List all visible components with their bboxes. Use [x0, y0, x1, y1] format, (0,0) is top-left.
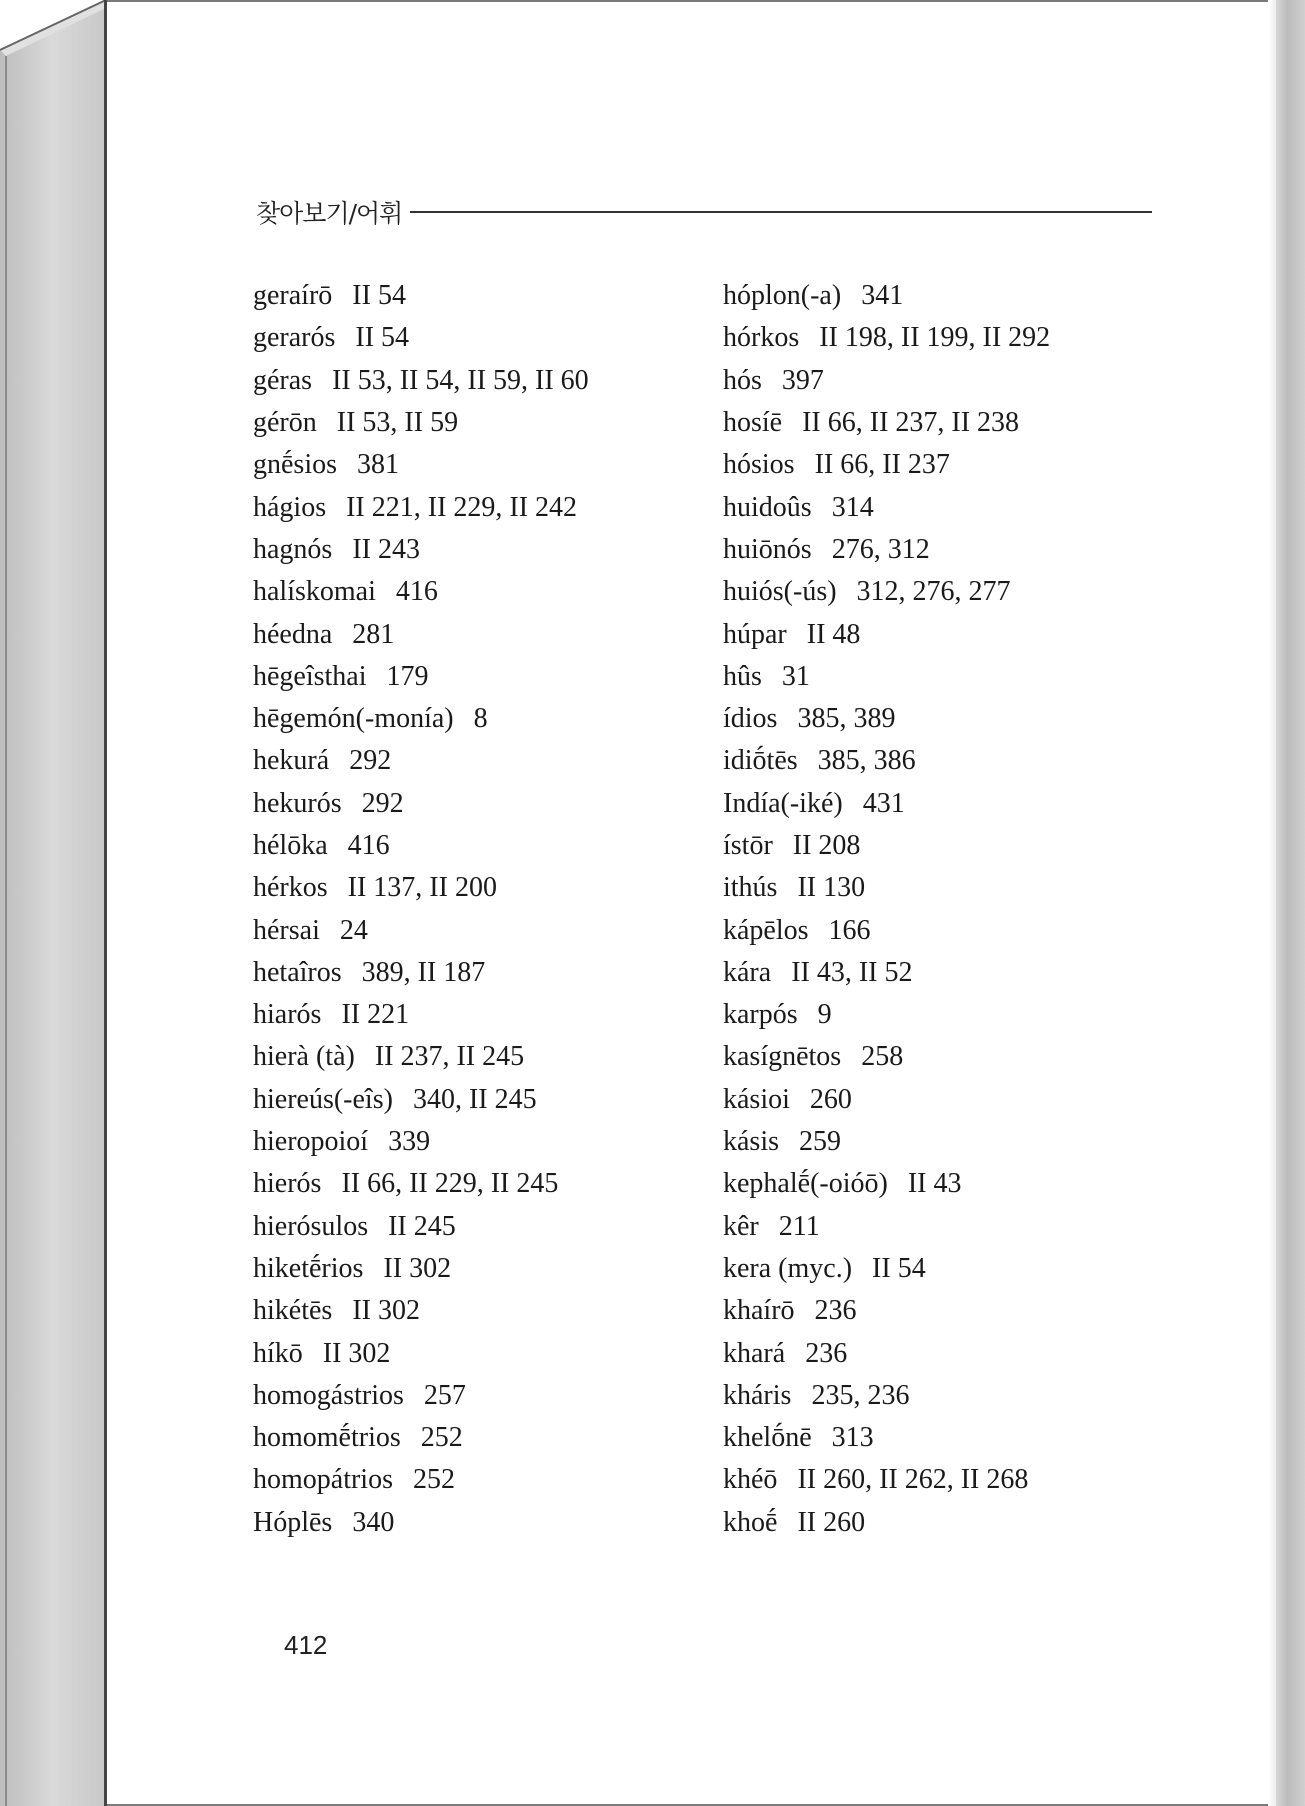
- index-entry: [723, 613, 1163, 655]
- index-term: khelṓnē: [723, 1422, 812, 1454]
- index-term: hágios: [253, 491, 327, 523]
- index-term: ístōr: [723, 830, 773, 861]
- index-page-refs: II 237, II 245: [374, 1041, 525, 1073]
- index-entry: [723, 909, 1163, 951]
- index-page-refs: 385, 386: [817, 745, 916, 777]
- index-term: ithús: [723, 872, 778, 904]
- index-entry: [253, 783, 693, 825]
- index-entry: [253, 1459, 693, 1501]
- index-entry: [723, 444, 1163, 486]
- index-page-refs: 31: [781, 660, 810, 692]
- index-term: hérsai: [253, 914, 320, 946]
- index-term: hēgeîsthai: [253, 660, 367, 692]
- index-page-refs: 314: [831, 491, 874, 523]
- index-entry: [723, 740, 1163, 782]
- index-term: khéō: [723, 1464, 778, 1496]
- index-entry: [723, 1459, 1163, 1501]
- index-page-refs: II 137, II 200: [347, 872, 497, 904]
- index-page-refs: 179: [386, 660, 429, 692]
- index-entry: [253, 1417, 693, 1459]
- index-page-refs: 313: [831, 1422, 874, 1454]
- index-term: hórkos: [723, 322, 800, 354]
- index-entry: [723, 317, 1163, 359]
- index-page-refs: 312, 276, 277: [856, 576, 1011, 608]
- index-entry: [723, 571, 1163, 613]
- index-term: hierósulos: [253, 1210, 369, 1242]
- index-entry: [723, 1206, 1163, 1248]
- index-page-refs: II 66, II 237, II 238: [802, 407, 1020, 439]
- index-page-refs: II 53, II 59: [336, 407, 459, 439]
- index-entry: [253, 275, 693, 317]
- index-page-refs: 8: [473, 703, 488, 735]
- index-term: hikétēs: [253, 1295, 333, 1327]
- index-page-refs: II 53, II 54, II 59, II 60: [332, 364, 589, 396]
- index-entry: [723, 1121, 1163, 1163]
- index-page-refs: II 302: [322, 1337, 391, 1369]
- index-term: ídios: [723, 703, 778, 735]
- book-spine-edge: [0, 0, 110, 1806]
- index-page-refs: 9: [817, 999, 832, 1031]
- index-entry: [253, 1036, 693, 1078]
- index-term: huiós(-ús): [723, 576, 837, 608]
- index-term: kephalḗ(-oióō): [723, 1168, 888, 1200]
- index-page-refs: 292: [361, 787, 404, 819]
- index-term: hierà (tà): [253, 1041, 355, 1073]
- index-entry: [723, 698, 1163, 740]
- index-entry: [253, 825, 693, 867]
- index-term: kára: [723, 956, 772, 988]
- index-page-refs: II 302: [383, 1252, 452, 1284]
- index-term: gérōn: [253, 407, 317, 439]
- index-entry: [723, 952, 1163, 994]
- index-entry: [723, 1248, 1163, 1290]
- index-term: hierós: [253, 1168, 322, 1200]
- index-term: hós: [723, 364, 762, 396]
- index-entry: [253, 1163, 693, 1205]
- index-entry: [723, 1332, 1163, 1374]
- index-entry: [723, 275, 1163, 317]
- index-page-refs: 340, II 245: [412, 1083, 537, 1115]
- index-term: idiṓtēs: [723, 745, 798, 777]
- index-term: homomḗtrios: [253, 1422, 401, 1454]
- index-page-refs: 260: [809, 1083, 852, 1115]
- index-entry: [723, 783, 1163, 825]
- index-term: kháris: [723, 1379, 792, 1411]
- index-term: géras: [253, 364, 313, 396]
- index-term: hekurá: [253, 745, 330, 777]
- index-page-refs: 389, II 187: [361, 956, 486, 988]
- index-entry: [253, 1206, 693, 1248]
- index-entry: [253, 909, 693, 951]
- index-page-refs: 292: [349, 745, 392, 777]
- index-entry: [253, 571, 693, 613]
- index-entry: [253, 529, 693, 571]
- index-entry: [723, 656, 1163, 698]
- index-page-refs: II 245: [388, 1210, 456, 1242]
- index-entry: [253, 740, 693, 782]
- index-page-refs: II 54: [355, 322, 410, 354]
- index-page-refs: 258: [861, 1041, 904, 1073]
- index-page-refs: II 66, II 229, II 245: [341, 1168, 559, 1200]
- index-entry: [723, 402, 1163, 444]
- index-term: gnḗsios: [253, 449, 337, 481]
- index-entry: [253, 444, 693, 486]
- page-left-border: [104, 0, 107, 1806]
- index-term: huiōnós: [723, 533, 812, 565]
- index-page-refs: 252: [420, 1422, 463, 1454]
- index-page-refs: II 198, II 199, II 292: [819, 322, 1051, 354]
- index-term: hûs: [723, 660, 762, 692]
- index-page-refs: II 208: [792, 830, 861, 861]
- index-entry: [253, 1332, 693, 1374]
- index-page-refs: 281: [352, 618, 395, 650]
- index-page-refs: 252: [413, 1464, 455, 1496]
- index-term: hiketḗrios: [253, 1252, 364, 1284]
- index-entry: [253, 486, 693, 528]
- index-entry: [253, 1375, 693, 1417]
- index-term: hérkos: [253, 872, 328, 904]
- index-term: kásis: [723, 1126, 779, 1158]
- index-page-refs: II 221: [341, 999, 410, 1031]
- index-page-refs: 340: [352, 1506, 395, 1538]
- header-rule: [410, 211, 1152, 213]
- index-entry: [723, 825, 1163, 867]
- index-entry: [253, 994, 693, 1036]
- index-entry: [253, 402, 693, 444]
- index-term: kêr: [723, 1210, 759, 1242]
- index-column-right: [723, 275, 1163, 1544]
- index-term: hiarós: [253, 999, 322, 1031]
- index-entry: [723, 1290, 1163, 1332]
- index-page-refs: 381: [357, 449, 399, 481]
- index-entry: [253, 867, 693, 909]
- index-term: homopátrios: [253, 1464, 393, 1496]
- index-page-refs: 385, 389: [797, 703, 896, 735]
- index-page-refs: 24: [339, 914, 368, 946]
- index-page-refs: II 302: [352, 1295, 420, 1327]
- index-term: khaírō: [723, 1295, 795, 1327]
- index-term: huidoûs: [723, 491, 812, 523]
- index-page-refs: II 43: [907, 1168, 962, 1200]
- index-column-left: [253, 275, 693, 1544]
- index-page-refs: 235, 236: [811, 1379, 910, 1411]
- index-term: khará: [723, 1337, 786, 1369]
- index-page-refs: II 48: [806, 618, 861, 650]
- index-term: kasígnētos: [723, 1041, 842, 1073]
- index-page-refs: II 54: [352, 280, 406, 312]
- index-entry: [253, 698, 693, 740]
- index-term: héedna: [253, 618, 333, 650]
- index-entry: [253, 1121, 693, 1163]
- index-entry: [723, 994, 1163, 1036]
- index-term: karpós: [723, 999, 798, 1031]
- index-term: geraírō: [253, 280, 333, 312]
- index-page-refs: 236: [805, 1337, 848, 1369]
- index-term: hetaîros: [253, 956, 342, 988]
- index-entry: [723, 529, 1163, 571]
- index-page-refs: 416: [395, 576, 438, 608]
- index-entry: [723, 1036, 1163, 1078]
- index-page-refs: 276, 312: [831, 533, 930, 565]
- index-term: húpar: [723, 618, 787, 650]
- index-term: hósios: [723, 449, 795, 481]
- index-page-refs: 341: [861, 280, 904, 312]
- index-term: khoḗ: [723, 1506, 778, 1538]
- index-term: hēgemón(-monía): [253, 703, 454, 735]
- index-term: hosíē: [723, 407, 783, 439]
- index-page-refs: II 66, II 237: [814, 449, 950, 481]
- index-term: homogástrios: [253, 1379, 404, 1411]
- index-entry: [723, 1417, 1163, 1459]
- index-term: kera (myc.): [723, 1252, 853, 1284]
- index-page-refs: II 260, II 262, II 268: [797, 1464, 1029, 1496]
- index-entry: [253, 656, 693, 698]
- index-term: hagnós: [253, 533, 333, 565]
- running-header: [256, 194, 1152, 230]
- index-entry: [723, 360, 1163, 402]
- index-term: hélōka: [253, 830, 328, 861]
- index-entry: [723, 486, 1163, 528]
- index-page-refs: 431: [862, 787, 905, 819]
- index-entry: [253, 1079, 693, 1121]
- index-entry: [723, 1502, 1163, 1544]
- index-entry: [253, 1502, 693, 1544]
- index-page-refs: II 221, II 229, II 242: [346, 491, 578, 523]
- index-page-refs: II 54: [872, 1252, 926, 1284]
- index-page-refs: 166: [828, 914, 871, 946]
- index-term: halískomai: [253, 576, 376, 608]
- index-entry: [253, 613, 693, 655]
- index-page-refs: 339: [388, 1126, 431, 1158]
- index-term: hekurós: [253, 787, 342, 819]
- index-term: hieropoioí: [253, 1126, 369, 1158]
- index-term: hóplon(-a): [723, 280, 842, 312]
- page-number: 412: [284, 1630, 328, 1660]
- index-entry: [723, 1375, 1163, 1417]
- index-page-refs: 397: [781, 364, 824, 396]
- index-page-refs: 236: [814, 1295, 857, 1327]
- index-entry: [723, 1163, 1163, 1205]
- index-page-refs: II 243: [352, 533, 420, 565]
- index-term: kásioi: [723, 1083, 790, 1115]
- index-entry: [253, 1248, 693, 1290]
- index-entry: [253, 952, 693, 994]
- index-entry: [253, 1290, 693, 1332]
- index-page-refs: 416: [347, 830, 390, 861]
- index-term: Indía(-iké): [723, 787, 843, 819]
- header-title: 찾아보기/어휘: [256, 199, 403, 228]
- index-page-refs: 259: [799, 1126, 841, 1158]
- index-page-refs: II 43, II 52: [791, 956, 913, 988]
- index-entry: [723, 1079, 1163, 1121]
- index-entry: [253, 317, 693, 359]
- index-term: Hóplēs: [253, 1506, 333, 1538]
- index-term: híkō: [253, 1337, 303, 1369]
- index-entry: [723, 867, 1163, 909]
- index-term: hiereús(-eîs): [253, 1083, 393, 1115]
- index-page-refs: 211: [778, 1210, 820, 1242]
- index-entry: [253, 360, 693, 402]
- book-right-edge: [1276, 0, 1305, 1806]
- index-term: gerarós: [253, 322, 336, 354]
- index-page-refs: 257: [423, 1379, 466, 1411]
- index-page-refs: II 260: [797, 1506, 866, 1538]
- index-page-refs: II 130: [797, 872, 866, 904]
- index-term: kápēlos: [723, 914, 809, 946]
